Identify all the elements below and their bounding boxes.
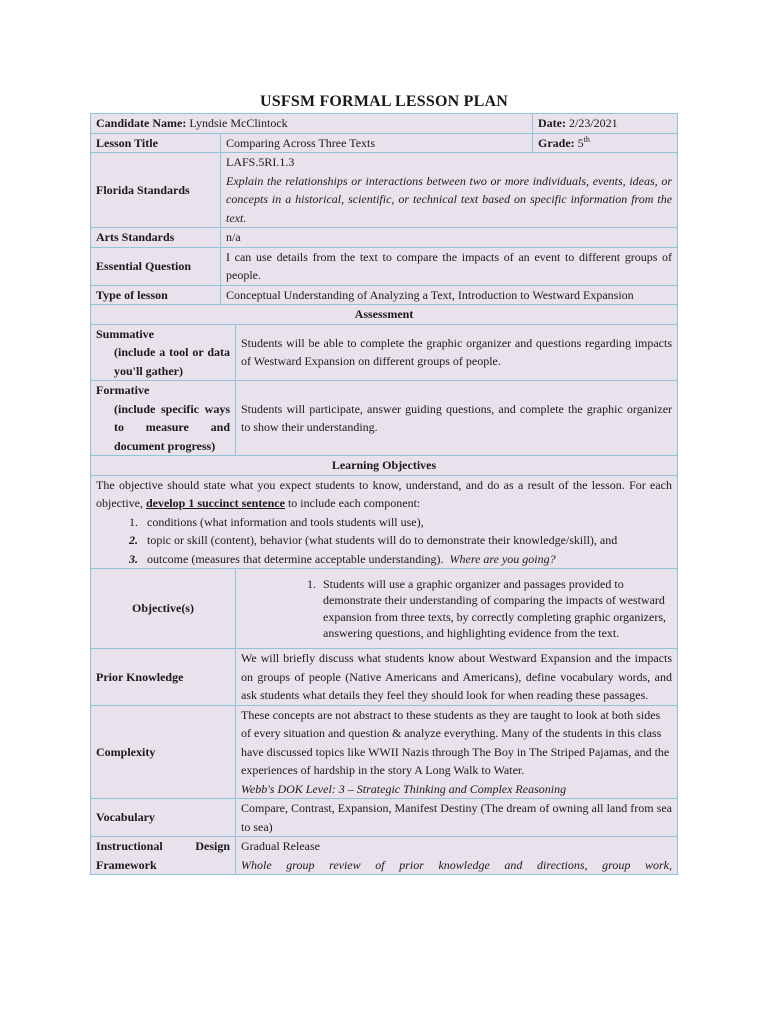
complexity-dok: Webb's DOK Level: 3 – Strategic Thinking and Complex Reasoning — [241, 781, 567, 796]
component-item: 3. outcome (measures that determine acceptable understanding). Where are you going? — [141, 550, 672, 569]
formative-value: Students will participate, answer guiding questions, and complete the graphic organizer to show their understanding. — [236, 381, 678, 456]
vocabulary-label: Vocabulary — [91, 799, 236, 837]
objective-components-list — [96, 513, 672, 569]
arts-standards-value: n/a — [221, 228, 678, 248]
objective-item: 1. Students will use a graphic organizer and passages provided to demonstrate their understanding of comparing the impacts of westward expansion from three texts, by correctly completing graphic organizers, answering questions, and highlighting evidence from the text. — [319, 576, 672, 642]
arts-standards-row — [91, 228, 678, 248]
summative-sub: (include a tool or data you'll gather) — [114, 345, 230, 378]
learning-objectives-header: Learning Objectives — [91, 456, 678, 476]
formative-row — [91, 381, 678, 456]
complexity-cell — [236, 705, 678, 799]
grade-label: Grade: — [538, 135, 575, 150]
learning-objectives-guidance — [91, 475, 678, 569]
prior-knowledge-row — [91, 649, 678, 706]
vocabulary-row — [91, 799, 678, 837]
florida-standards-text: Explain the relationships or interactions between two or more individuals, events, ideas, or concepts in a historical, scientific, or technical text based on specific information from the text. — [226, 173, 673, 225]
date-label: Date: — [538, 116, 566, 130]
objectives-intro-emphasis: develop 1 succinct sentence — [145, 496, 285, 510]
summative-label-cell — [91, 324, 236, 381]
essential-question-value: I can use details from the text to compare the impacts of an event to different groups of people. — [221, 247, 678, 285]
date-cell — [533, 114, 678, 134]
summative-label: Summative — [96, 326, 154, 341]
learning-objectives-guidance-row — [91, 475, 678, 569]
lesson-title-value: Comparing Across Three Texts — [221, 133, 533, 153]
candidate-cell — [91, 114, 533, 134]
assessment-header: Assessment — [91, 305, 678, 325]
formative-sub: (include specific ways to measure and document progress) — [114, 401, 230, 453]
prior-knowledge-value: We will briefly discuss what students know about Westward Expansion and the impacts on groups of people (Native Americans and Americans), define vocabulary words, and ask students what details they feel they should look for when reading these passages. — [236, 649, 678, 706]
arts-standards-label: Arts Standards — [91, 228, 221, 248]
complexity-label: Complexity — [91, 705, 236, 799]
instructional-design-detail: Whole group review of prior knowledge and directions, group work, — [241, 857, 673, 872]
instructional-design-row — [91, 837, 678, 875]
instructional-design-cell — [236, 837, 678, 875]
date-value: 2/23/2021 — [569, 116, 618, 130]
candidate-row — [91, 114, 678, 134]
objectives-cell — [236, 569, 678, 649]
prior-knowledge-label: Prior Knowledge — [91, 649, 236, 706]
lesson-title-label: Lesson Title — [91, 133, 221, 153]
learning-objectives-header-row — [91, 456, 678, 476]
objectives-label: Objective(s) — [91, 569, 236, 649]
instructional-design-label: Instructional Design Framework — [91, 837, 236, 875]
summative-row — [91, 324, 678, 381]
florida-standards-row — [91, 153, 678, 228]
candidate-label: Candidate Name: — [96, 116, 187, 130]
type-of-lesson-value: Conceptual Understanding of Analyzing a Text, Introduction to Westward Expansion — [221, 285, 678, 305]
component-tail: Where are you going? — [449, 551, 556, 566]
florida-standards-code: LAFS.5RI.1.3 — [226, 155, 295, 169]
florida-standards-cell — [221, 153, 678, 228]
component-item: 1. conditions (what information and tools students will use), — [141, 513, 672, 532]
complexity-value: These concepts are not abstract to these students as they are taught to look at both sides of every situation and question & analyze everything. Many of the students in this class have discussed topics like WWII Nazis through The Boy in The Striped Pajamas, and the experiences of hardship in the story A Long Walk to Water. — [241, 707, 670, 777]
essential-question-row — [91, 247, 678, 285]
essential-question-label: Essential Question — [91, 247, 221, 285]
grade-suffix: th — [583, 134, 590, 144]
objectives-row — [91, 569, 678, 649]
florida-standards-label: Florida Standards — [91, 153, 221, 228]
lesson-title-row — [91, 133, 678, 153]
objectives-intro: The objective should state what you expect students to know, understand, and do as a result of the lesson. For each objective, develop 1 succinct sentence to include each component: — [96, 477, 673, 510]
type-of-lesson-label: Type of lesson — [91, 285, 221, 305]
grade-cell — [533, 133, 678, 153]
formative-label-cell — [91, 381, 236, 456]
assessment-header-row — [91, 305, 678, 325]
document-title: USFSM FORMAL LESSON PLAN — [260, 93, 508, 110]
complexity-row — [91, 705, 678, 799]
objectives-list — [241, 576, 672, 642]
candidate-name: Lyndsie McClintock — [189, 116, 288, 130]
component-item: 2. topic or skill (content), behavior (what students will do to demonstrate their knowledge/skill), and — [141, 531, 672, 550]
formative-label: Formative — [96, 383, 150, 397]
summative-value: Students will be able to complete the graphic organizer and questions regarding impacts of Westward Expansion on different groups of people. — [236, 324, 678, 381]
type-of-lesson-row — [91, 285, 678, 305]
lesson-plan-table — [90, 113, 678, 875]
vocabulary-value: Compare, Contrast, Expansion, Manifest Destiny (The dream of owning all land from sea to sea) — [236, 799, 678, 837]
instructional-design-value: Gradual Release — [241, 839, 320, 853]
grade-value: 5 — [577, 135, 584, 150]
